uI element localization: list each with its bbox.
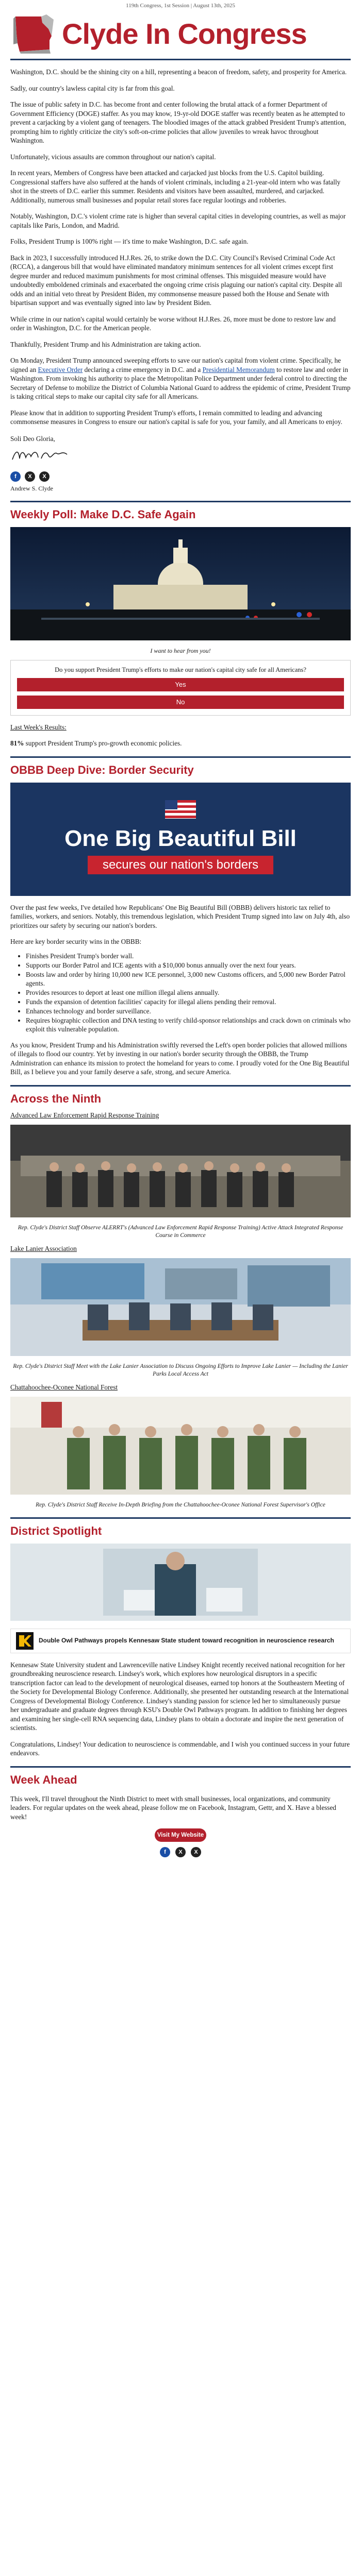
georgia-map-icon xyxy=(12,13,56,55)
list-item: • Finishes President Trump's border wall. xyxy=(26,952,351,960)
spotlight-heading: District Spotlight xyxy=(10,1524,102,1537)
intro-paragraph: Please know that in addition to supporting President Trump's efforts, I remain committed to leading and advancing commonsense measures in Congress to ensure our nation's capital is safe for you, your family, and all Americans to enjoy. xyxy=(10,409,342,426)
banner-subtitle: secures our nation's borders xyxy=(88,856,273,874)
obbb-paragraph: Over the past few weeks, I've detailed how Republicans' One Big Beautiful Bill (OBBB) delivers historic tax relief to families, workers, and seniors. Notably, this tremendous legislation, which President Trump signed into law on July 4th, also prioritizes our safety by securing our nation's borders. xyxy=(10,903,350,929)
poll-question: Do you support President Trump's efforts to make our nation's capital city safe for all Americans? xyxy=(55,666,306,673)
obbb-paragraph: As you know, President Trump and his Administration swiftly reversed the Left's open border policies that allowed millions of illegals to flood our country. Yet by investing in our nation's border security through the OBBB, the Trump Administration can enhance its mission to protect the homeland for years to come. I proudly voted for the One Big Beautiful Bill, as I believe you and your family deserve a safe, strong, and secure America. xyxy=(10,1041,350,1076)
x-icon[interactable]: X xyxy=(25,471,35,482)
section-divider xyxy=(10,501,351,502)
masthead xyxy=(10,11,351,57)
intro-paragraph: While crime in our nation's capital would certainly be worse without H.J.Res. 26, more must be done to restore law and order in Washington, D.C. for the American people. xyxy=(10,315,336,332)
poll-yes-button[interactable]: Yes xyxy=(17,678,344,691)
ksu-badge-text: Double Owl Pathways propels Kennesaw State student toward recognition in neuroscience research xyxy=(39,1637,334,1644)
section-divider xyxy=(10,1766,351,1768)
facebook-icon[interactable]: f xyxy=(160,1847,170,1857)
intro-paragraph: Notably, Washington, D.C.'s violent crime rate is higher than several capital cities in developing countries, as well as major capitals like Paris, London, and Madrid. xyxy=(10,212,346,229)
ninth-item-title: Advanced Law Enforcement Rapid Response Training xyxy=(10,1111,159,1119)
closing: Soli Deo Gloria, xyxy=(10,434,55,443)
lake-lanier-meeting-photo xyxy=(10,1258,351,1356)
social-links xyxy=(10,471,351,482)
masthead-rule xyxy=(10,59,351,60)
poll-heading: Weekly Poll: Make D.C. Safe Again xyxy=(10,507,196,521)
ninth-item-caption: Rep. Clyde's District Staff Observe ALERRT's (Advanced Law Enforcement Rapid Response Training) Active Attack Integrated Response Course in Commerce xyxy=(18,1224,343,1239)
intro-paragraph: In recent years, Members of Congress have been attacked and carjacked just blocks from the U.S. Capitol building. Congressional staffers have also suffered at the hands of violent criminals, including a 21-year-old intern who was fatally shot in the streets of D.C. earlier this summer. Residents and visitors have been assaulted, murdered, and carjacked. Additionally, numerous small businesses and popular retail stores face regular lootings and robberies. xyxy=(10,169,341,204)
intro-paragraph: Unfortunately, vicious assaults are common throughout our nation's capital. xyxy=(10,152,216,161)
list-item: • Supports our Border Patrol and ICE agents with a $10,000 bonus annually over the next four years. xyxy=(26,961,351,970)
student-lab-photo xyxy=(10,1544,351,1621)
x-icon[interactable]: X xyxy=(191,1847,201,1857)
spotlight-paragraph: Kennesaw State University student and Lawrenceville native Lindsey Knight recently received national recognition for her groundbreaking neuroscience research. Lindsey's work, which explores how neurological disruptors in a specific transcription factor can lead to the development of neurological diseases, earned top honors at the Southeastern Meeting of the Society for Developmental Biology Conference. Additionally, she presented her outstanding research at the International Congress of Developmental Biology Conference. Lindsey's standing passion for science led her to simultaneously pursue her undergraduate and graduate degrees through KSU's Double Owl Pathways program. In addition to finishing her degrees and examining her single-cell RNA sequencing data, Lindsey plans to obtain a doctorate and inspire the next generation of scientists. xyxy=(10,1660,349,1732)
ninth-item-caption: Rep. Clyde's District Staff Meet with the Lake Lanier Association to Discuss Ongoing Efforts to Improve Lake Lanier — Including the Lanier Parks Local Access Act xyxy=(13,1363,348,1377)
section-divider xyxy=(10,1517,351,1519)
spotlight-paragraph: Congratulations, Lindsey! Your dedication to neuroscience is commendable, and I wish you continued success in your future endeavors. xyxy=(10,1740,350,1757)
intro-paragraph: Sadly, our country's lawless capital city is far from this goal. xyxy=(10,84,175,92)
intro-paragraph: On Monday, President Trump announced sweeping efforts to save our nation's capital from violent crime. Specifically, he signed an Executive Order declaring a crime emergency in D.C. and a Presidential Memorandum to restore law and order in Washington. From invoking his authority to place the Metropolitan Police Department under federal control to directing the Secretary of Defense to mobilize the District of Columbia National Guard to address the epidemic of crime, President Trump is taking critical steps to make our capital city safe for all Americans. xyxy=(10,357,351,400)
ksu-badge xyxy=(10,1629,351,1653)
forest-service-group-photo xyxy=(10,1397,351,1495)
poll-no-button[interactable]: No xyxy=(17,696,344,709)
signature-name: Andrew S. Clyde xyxy=(10,484,53,492)
intro-paragraph: The issue of public safety in D.C. has become front and center following the brutal attack of a former Department of Government Efficiency (DOGE) staffer. As you may know, 19-yr-old DOGE staffer was recently beaten as he attempted to prevent a carjacking by a violent gang of teenagers. The bloodied images of the attack grabbed President Trump's attention, prompting him to rightly criticize the city's soft-on-crime policies that allow juveniles to wreak havoc throughout Washington. xyxy=(10,100,347,144)
presidential-memorandum-link[interactable]: Presidential Memorandum xyxy=(202,365,275,374)
signature-image xyxy=(10,446,72,465)
facebook-icon[interactable]: f xyxy=(10,471,21,482)
poll-caption: I want to hear from you! xyxy=(150,647,211,654)
section-divider xyxy=(10,756,351,758)
capitol-night-photo xyxy=(10,527,351,640)
border-wins-list xyxy=(10,952,351,1033)
session-meta: 119th Congress, 1st Session | August 13th, 2025 xyxy=(126,3,235,9)
list-item: • Requires biographic collection and DNA testing to verify child-sponsor relationships and crack down on criminals who exploit this vulnerable population. xyxy=(26,1016,351,1033)
intro-paragraph: Washington, D.C. should be the shining city on a hill, representing a beacon of freedom, safety, and prosperity for America. xyxy=(10,68,347,76)
visit-website-button[interactable]: Visit My Website xyxy=(155,1828,206,1842)
footer-social-links xyxy=(10,1847,351,1857)
ninth-item-title: Lake Lanier Association xyxy=(10,1244,77,1252)
obbb-heading: OBBB Deep Dive: Border Security xyxy=(10,763,194,776)
section-divider xyxy=(10,1085,351,1087)
ninth-heading: Across the Ninth xyxy=(10,1092,102,1105)
list-item: • Boosts law and order by hiring 10,000 new ICE personnel, 3,000 new Customs officers, and 5,000 new Border Patrol agents. xyxy=(26,970,351,988)
obbb-paragraph: Here are key border security wins in the OBBB: xyxy=(10,938,142,945)
intro-paragraph: Folks, President Trump is 100% right — it's time to make Washington, D.C. safe again. xyxy=(10,238,249,245)
obbb-banner xyxy=(10,783,351,896)
week-ahead-heading: Week Ahead xyxy=(10,1773,77,1786)
banner-title: One Big Beautiful Bill xyxy=(64,825,297,851)
intro-paragraph: Back in 2023, I successfully introduced H.J.Res. 26, to strike down the D.C. City Council's Revised Criminal Code Act (RCCA), a dangerous bill that would have eliminated mandatory minimum sentences for all violent crimes except first degree murder and reduced maximum punishments for most criminal offenses. This misguided measure would have undoubtedly emboldened criminals and exacerbated the ongoing crime crisis plaguing our nation's capital city. Despite all odds and an initial veto threat by President Biden, my commonsense measure passed both the House and Senate with bipartisan support and was eventually signed into law by President Biden. xyxy=(10,253,342,307)
executive-order-link[interactable]: Executive Order xyxy=(38,365,83,374)
list-item: • Funds the expansion of detention facilities' capacity for illegal aliens pending their removal. xyxy=(26,997,351,1006)
list-item: • Provides resources to deport at least one million illegal aliens annually. xyxy=(26,988,351,997)
week-ahead-paragraph: This week, I'll travel throughout the Ninth District to meet with small businesses, local organizations, and community leaders. For regular updates on the week ahead, please follow me on Facebook, Instagram, Gettr, and X. Have a blessed week! xyxy=(10,1794,336,1821)
list-item: • Enhances technology and border surveillance. xyxy=(26,1007,351,1015)
ninth-item-caption: Rep. Clyde's District Staff Receive In-Depth Briefing from the Chattahoochee-Oconee National Forest Supervisor's Office xyxy=(36,1501,325,1508)
x-icon[interactable]: X xyxy=(39,471,50,482)
intro-paragraph: Thankfully, President Trump and his Administration are taking action. xyxy=(10,340,201,348)
newsletter xyxy=(10,0,351,1857)
ksu-logo-icon xyxy=(16,1632,34,1650)
ninth-item-title: Chattahoochee-Oconee National Forest xyxy=(10,1383,118,1391)
x-icon[interactable]: X xyxy=(175,1847,186,1857)
last-results: 81% support President Trump's pro-growth economic policies. xyxy=(10,739,182,747)
training-group-photo xyxy=(10,1125,351,1217)
last-results-label: Last Week's Results: xyxy=(10,723,67,731)
newsletter-title: Clyde In Congress xyxy=(62,18,307,50)
poll-box xyxy=(10,660,351,716)
